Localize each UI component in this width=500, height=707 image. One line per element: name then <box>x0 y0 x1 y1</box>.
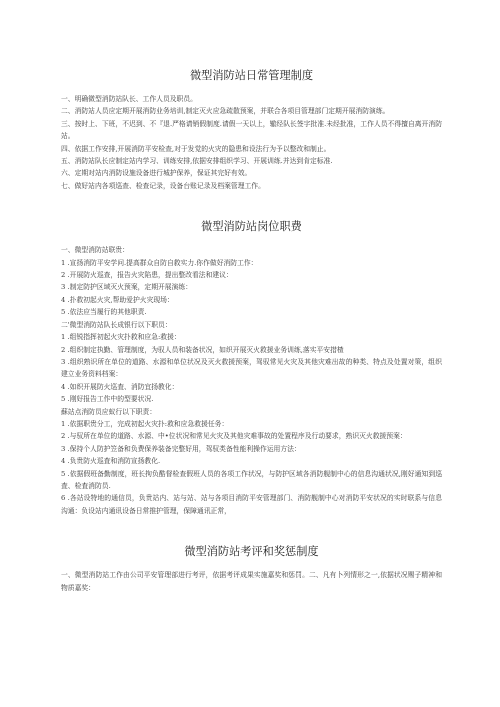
paragraph: 3 .制定防护区域灭火预案，定期开展演练： <box>61 283 192 292</box>
paragraph: 1 .依据职贵分工，完成初起火灾扑:救和应急救援任务： <box>61 419 229 428</box>
paragraph: 2 .与驭所在单位的道路、水源、中•位状况和常见火灾及其他灾难事故的处置程序及行动要求，熟识灭火救援预案： <box>61 432 407 441</box>
section-title: 微型消防站日常管理制度 <box>189 69 314 82</box>
paragraph: 3 .保持个人防护笠备和负费保养装备完整好用，驾驭类备性能利操作运用方法： <box>61 444 301 453</box>
paragraph: 5 .依法应当履行的其他职责. <box>61 308 147 317</box>
paragraph: 6 .各站设特地的通信员，负贵站内、站与站、站与各项目消防平安管理部门、消防舰制中心对消防平安状况的实时联系与信息沟通：负设站内通讯设备日常推护管理，保障通讯正常， <box>61 494 442 515</box>
section-title: 微型消防站岗位职费 <box>201 220 302 234</box>
paragraph: 4 .扑救初起火灾,帮助爱护火灾现场： <box>61 295 174 304</box>
paragraph: 一、明确微型消防站队长、工作人员及职员。 <box>61 95 197 103</box>
section-evaluation <box>61 517 442 594</box>
paragraph: 一、微型消防站工作由公司平安管理部进行考评，依据考评成果实施嘉奖和惩罚。二、凡有卜列情形之一,依据状况赐子精神和物质嘉奖： <box>61 571 442 592</box>
paragraph: 5 .刚好报告工作中的型要状况. <box>61 395 154 404</box>
paragraph: 三、按时上、下班，不迟到、不『退.严格请销假制度.请假一天以上，辙经队长签字批准.未经批准，工作人员不得擅自离开消防站。 <box>61 119 442 141</box>
paragraph: 4 .负贵防火巡査和消防宣扬教化. <box>61 457 161 466</box>
paragraph: 3 .组织熟识所在单位的道路、水源和单位状况及灭火救援预案，驾驭常见火灾及其他灾难出故的种类、特点及处置对策，组织建立业务资料档案： <box>61 357 442 379</box>
paragraph: 五、消防站队长应制定站内学习、训练安排,依据安排组织学习、开展训练.并达到肯定标准. <box>61 157 333 166</box>
paragraph: 七、做好站内各项巡查、检查记录，设备台账记录及档案管理工作。 <box>61 181 265 190</box>
paragraph: 4 .如织开展防火巡査、消防宜扬教化： <box>61 382 179 391</box>
paragraph: 二、消防站人员应定期开展消防业务培训,制定灭火应急疏散预案，并联合各项目管理部门定期开展消防演练。 <box>61 107 390 116</box>
paragraph: 2 .开展防火巡查，报告火灾陷患，提出整改看法和建议： <box>61 271 233 280</box>
paragraph: 四、依据工作安排,开展消防平安检查,对于发觉的火灾的隐患和设法行为予以整改和制止。 <box>61 144 331 153</box>
paragraph: 1 .组锐指挥初起火灾扑救和应急:救援： <box>61 333 181 342</box>
paragraph: 蘇站点消防员应蚁行以下职责： <box>61 407 157 416</box>
paragraph: 2 .组织制定执勤、管理制度，为驭人员和装备状况，如织开展灭火救援业务训练,落实平安措楂 <box>61 345 344 354</box>
section-title: 微型消防站考评和奖惩制度 <box>184 545 319 559</box>
section-daily-management <box>61 0 442 192</box>
paragraph: 六、定期对站内消防设施设备进行城护保养，保证其完好有效。 <box>61 169 252 178</box>
paragraph: 一、微型消防站联贵： <box>61 246 129 255</box>
paragraph: 二'微型消防站队长成银行以下职员： <box>61 320 172 329</box>
paragraph: 5 .依据假班备勤制度，班长拘负酷督检查假班人员的各项工作状况，与防护区域各消防舰制中心的信息沟通状况,刚好通知到巡査、检査消防员. <box>61 469 442 490</box>
paragraph: 1 .宣扬消防平安学问.提高群众自防自救实力.你作做好消防工作： <box>61 258 258 267</box>
section-job-duties <box>61 192 442 517</box>
